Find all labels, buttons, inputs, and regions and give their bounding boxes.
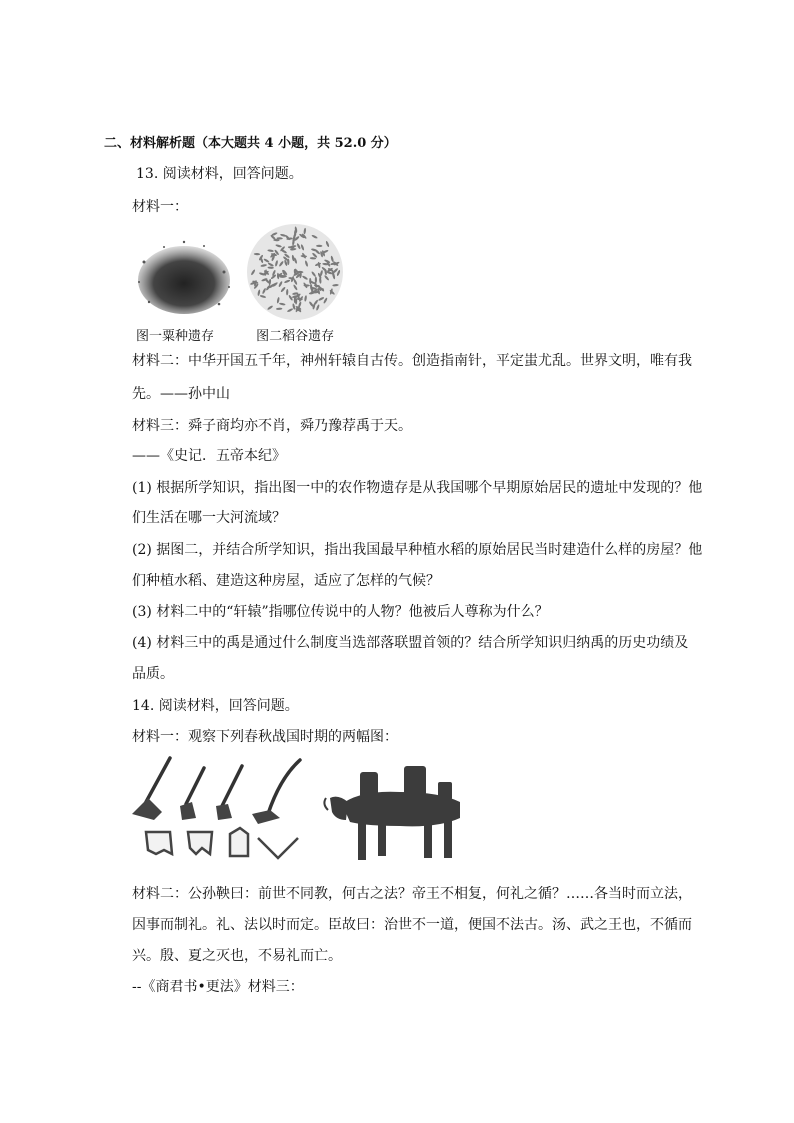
q13-question2-line1: (2) 据图二，并结合所学知识，指出我国最早种植水稻的原始居民当时建造什么样的房屋？他: [132, 542, 703, 558]
millet-remains-image: [134, 232, 234, 318]
q13-question3: (3) 材料二中的“轩辕”指哪位传说中的人物？他被后人尊称为什么？: [132, 604, 549, 620]
q13-question2-line2: 们种植水稻、建造这种房屋，适应了怎样的气候？: [132, 573, 440, 589]
q13-material1-label: 材料一：: [132, 199, 188, 215]
section-heading: 二、材料解析题（本大题共 4 小题，共 52.0 分）: [104, 136, 397, 151]
q13-material2-line1: 材料二：中华开国五千年，神州轩辕自古传。创造指南针，平定蚩尤乱。世界文明，唯有我: [132, 353, 692, 369]
q14-material1: 材料一：观察下列春秋战国时期的两幅图：: [132, 729, 398, 745]
q13-material3-source: ——《史记．五帝本纪》: [132, 448, 286, 464]
q13-material2-line2: 先。——孙中山: [132, 386, 230, 402]
q14-title: 14. 阅读材料，回答问题。: [132, 698, 299, 714]
q13-question1-line2: 们生活在哪一大河流域？: [132, 510, 286, 526]
fig1-caption: 图一粟种遗存: [136, 329, 215, 344]
q13-question1-line1: (1) 根据所学知识，指出图一中的农作物遗存是从我国哪个早期原始居民的遗址中发现的？他: [132, 480, 703, 496]
q14-material2-line2: 因事而制礼。礼、法以时而定。臣故曰：治世不一道，便国不法古。汤、武之王也，不循而: [132, 917, 692, 933]
rice-grain: [311, 287, 313, 293]
figure-captions: [136, 325, 372, 344]
q13-question4-line2: 品质。: [132, 666, 174, 682]
q14-material2-source: --《商君书•更法》材料三：: [132, 979, 304, 995]
iron-tools-image: [130, 754, 310, 866]
q13-title: 13. 阅读材料，回答问题。: [136, 166, 303, 182]
q13-question4-line1: (4) 材料三中的禹是通过什么制度当选部落联盟首领的？结合所学知识归纳禹的历史功绩及: [132, 635, 689, 651]
bronze-ox-image: [320, 764, 472, 864]
fig2-caption: 图二稻谷遗存: [256, 329, 335, 344]
rice-remains-image: [240, 222, 350, 322]
q14-material2-line1: 材料二：公孙鞅曰：前世不同教，何古之法？帝王不相复，何礼之循？……各当时而立法，: [132, 886, 692, 902]
q13-material3-line1: 材料三：舜子商均亦不肖，舜乃豫荐禹于天。: [132, 418, 412, 434]
q14-material2-line3: 兴。殷、夏之灭也，不易礼而亡。: [132, 948, 342, 964]
